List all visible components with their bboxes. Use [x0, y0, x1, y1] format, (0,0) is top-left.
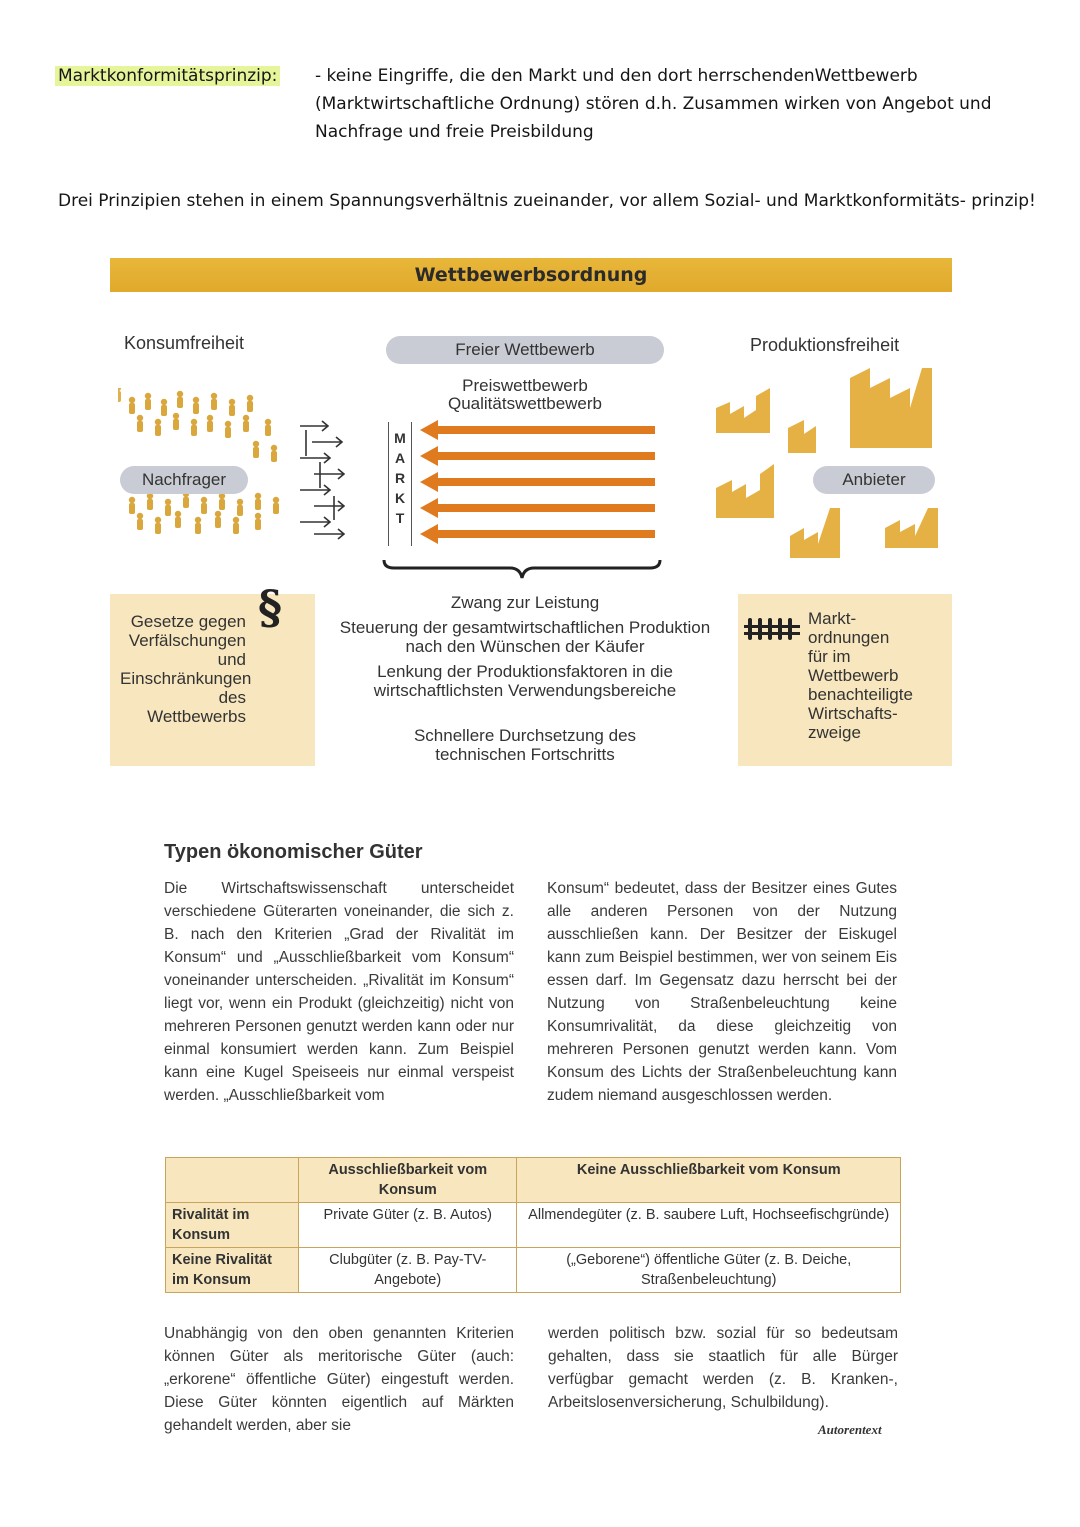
right-panel-line: für im	[808, 647, 851, 666]
demanders-label: Nachfrager	[120, 466, 248, 494]
market-letter: A	[394, 450, 406, 466]
law-paragraph-icon: §	[258, 580, 283, 634]
factories-icon	[700, 358, 945, 558]
article-column-4: werden politisch bzw. sozial für so bedeutsam gehalten, dass sie staatlich für alle Bürger verfügbar gemacht werden (z. B. Kranken-, Arbeitslosenversicherung, Schulbildung).	[548, 1325, 898, 1411]
right-panel-line: zweige	[808, 723, 861, 742]
left-panel-line: des	[218, 688, 246, 707]
tension-note: Drei Prinzipien stehen in einem Spannungsverhältnis zueinander, vor allem Sozial- und Marktkonformitäts- prinzip!	[58, 191, 1036, 211]
left-regulation-panel	[110, 580, 315, 766]
table-header-row	[166, 1158, 901, 1203]
market-label	[388, 422, 412, 546]
right-regulation-panel	[738, 594, 952, 766]
competition-order-diagram	[110, 258, 952, 768]
market-letter: R	[394, 470, 406, 486]
supply-arrows-icon	[420, 420, 660, 550]
left-panel-line: Gesetze gegen	[130, 612, 246, 631]
effect-steering: Steuerung der gesamtwirtschaftlichen Produktion nach den Wünschen der Käufer	[339, 618, 711, 656]
fence-icon	[744, 616, 800, 642]
right-panel-line: benachteiligte	[808, 685, 913, 704]
table-row	[166, 1203, 901, 1248]
diagram-title: Wettbewerbsordnung	[414, 264, 648, 286]
quality-competition-label: Qualitätswettbewerb	[447, 394, 603, 413]
left-panel-line: und	[217, 650, 246, 669]
effect-progress: Schnellere Durchsetzung des technischen Fortschritts	[413, 726, 637, 764]
suppliers-label: Anbieter	[813, 466, 935, 494]
market-letter: T	[395, 510, 405, 526]
author-note: Autorentext	[818, 1422, 882, 1437]
principle-description: - keine Eingriffe, die den Markt und den dort herrschendenWettbewerb (Marktwirtschaftliche Ordnung) stören d.h. Zusammen wirken von Angebot und Nachfrage und freie Preisbildung	[315, 66, 992, 142]
table-cell: Allmendegüter (z. B. saubere Luft, Hochseefischgründe)	[517, 1203, 901, 1248]
table-row-header: Rivalität im Konsum	[166, 1203, 299, 1248]
table-row-header: Keine Rivalität im Konsum	[166, 1248, 299, 1293]
consumer-freedom-heading: Konsumfreiheit	[124, 333, 245, 353]
price-competition-label: Preiswettbewerb	[462, 376, 588, 395]
right-panel-line: ordnungen	[808, 628, 890, 647]
demand-flow-arrows-icon	[290, 416, 360, 546]
effect-performance: Zwang zur Leistung	[450, 593, 600, 612]
free-competition-pill: Freier Wettbewerb	[386, 336, 664, 364]
effect-allocation: Lenkung der Produktionsfaktoren in die wirtschaftlichsten Verwendungsbereiche	[373, 662, 677, 700]
table-column-header: Keine Ausschließbarkeit vom Konsum	[517, 1158, 901, 1203]
market-letter: M	[394, 430, 406, 446]
article-title: Typen ökonomischer Güter	[164, 841, 423, 863]
principle-term: Marktkonformitätsprinzip:	[55, 62, 280, 90]
table-cell: („Geborene“) öffentliche Güter (z. B. Deiche, Straßenbeleuchtung)	[517, 1248, 901, 1293]
left-panel-line: Einschränkungen	[120, 669, 252, 688]
table-column-header: Ausschließbarkeit vom Konsum	[299, 1158, 517, 1203]
right-panel-line: Wettbewerb	[808, 666, 899, 685]
right-panel-line: Wirtschafts-	[808, 704, 898, 723]
table-cell: Clubgüter (z. B. Pay-TV-Angebote)	[299, 1248, 517, 1293]
right-panel-line: Markt-	[808, 609, 857, 628]
article-column-2: Konsum“ bedeutet, dass der Besitzer eines Gutes alle anderen Personen von der Nutzung ausschließen kann. Der Besitzer der Eiskugel kann zum Beispiel bestimmen, wer von seinem Eis essen darf. Im Gegensatz dazu herrscht bei der Nutzung von Straßenbeleuchtung keine Konsumrivalität, da diese gleichzeitig von mehreren Personen genutzt werden kann. Vom Konsum des Lichts der Straßenbeleuchtung kann zudem niemand ausgeschlossen werden.	[547, 880, 897, 1104]
table-cell: Private Güter (z. B. Autos)	[299, 1203, 517, 1248]
left-panel-line: Verfälschungen	[128, 631, 246, 650]
consumers-crowd-icon	[118, 388, 288, 538]
left-panel-line: Wettbewerbs	[147, 707, 246, 726]
article-column-3: Unabhängig von den oben genannten Kriterien können Güter als meritorische Güter (auch: „erkorene“ öffentliche Güter) eingestuft werden. Diese Güter könnten eigentlich auf Märkten gehandelt werden, aber sie	[164, 1325, 514, 1434]
production-freedom-heading: Produktionsfreiheit	[750, 335, 900, 355]
table-corner-cell	[166, 1158, 299, 1203]
goods-types-table	[165, 1157, 901, 1293]
market-letter: K	[394, 490, 406, 506]
article-column-1: Die Wirtschaftswissenschaft unterscheidet verschiedene Güterarten voneinander, die sich z. B. nach den Kriterien „Grad der Rivalität im Konsum“ und „Ausschließbarkeit vom Konsum“ voneinander unterscheiden. „Rivalität im Konsum“ liegt vor, wenn ein Produkt (gleichzeitig) nicht von mehreren Personen genutzt werden kann oder nur einmal konsumiert werden kann. Zum Beispiel kann eine Kugel Speiseeis nur einmal verspeist werden. „Ausschließbarkeit vom	[164, 880, 514, 1104]
table-row	[166, 1248, 901, 1293]
brace-icon	[382, 558, 662, 582]
